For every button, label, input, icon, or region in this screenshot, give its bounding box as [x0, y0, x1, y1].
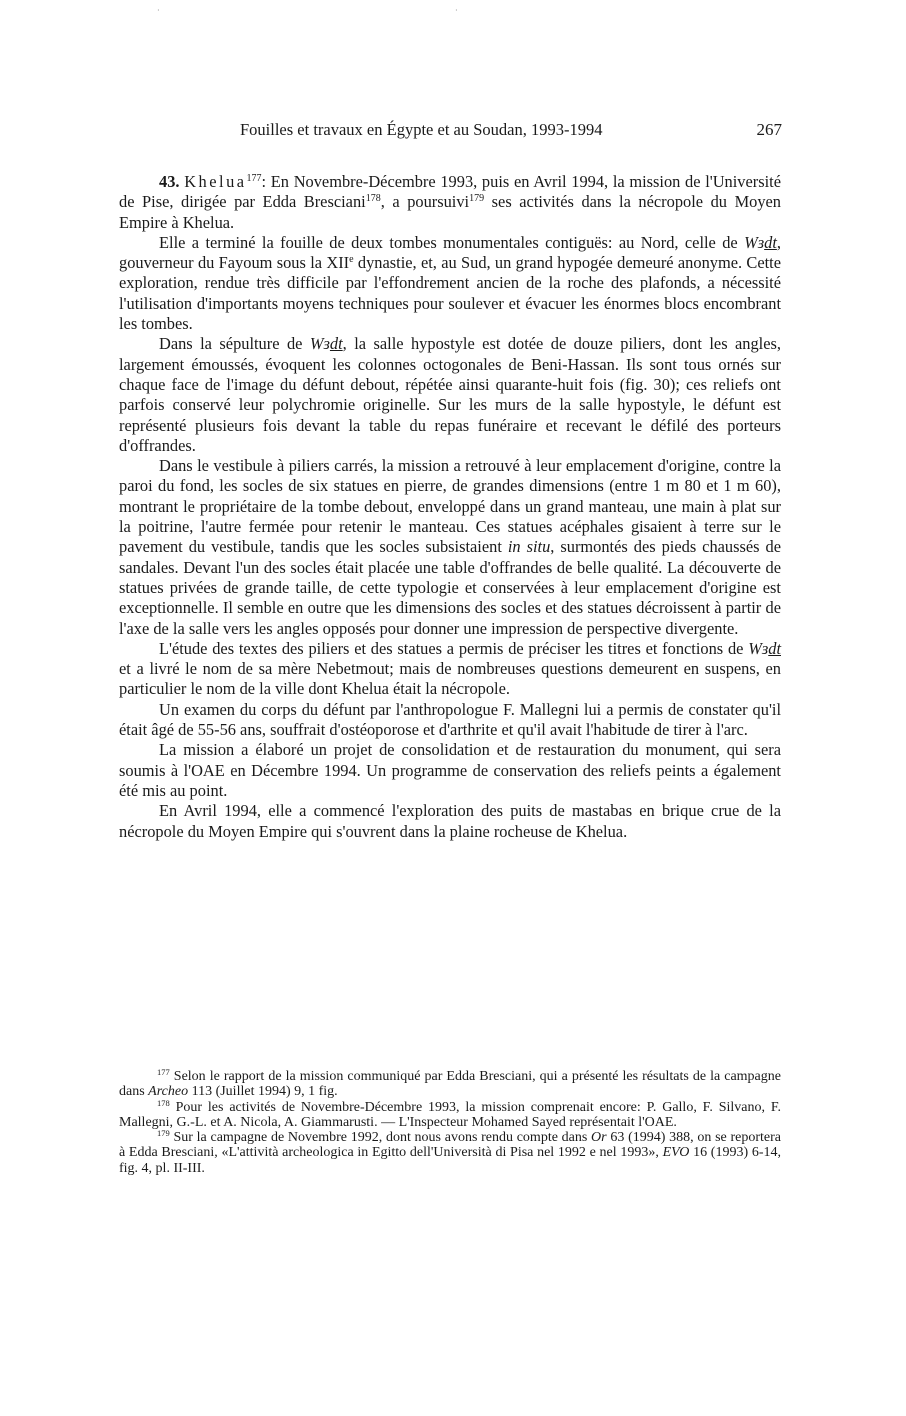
superscript: e	[349, 254, 354, 266]
footnote-178	[119, 1097, 781, 1131]
journal-title: Archeo	[148, 1084, 189, 1100]
text-run: Dans la sépulture de	[159, 334, 310, 354]
footnote-179	[119, 1130, 781, 1176]
paragraph	[119, 233, 781, 334]
text-run: 16 (1993) 6-14, fig. 4, pl. II-III.	[119, 1145, 781, 1176]
text-run: et a livré le nom de sa mère Nebetmout; mais de nombreuses questions demeurent en suspens, en particulier le nom de la ville dont Khelua était la nécropole.	[119, 659, 781, 699]
paragraph	[119, 639, 781, 700]
main-text	[119, 172, 781, 842]
footnote-ref[interactable]: 177	[246, 173, 262, 184]
text-run: Selon le rapport de la mission communiqué par Edda Bresciani, qui a présenté les résultats de la campagne dans	[119, 1069, 781, 1100]
text-run: , a poursuivi	[380, 192, 470, 212]
text-run: ses activités dans la nécropole du Moyen Empire à Khelua.	[119, 192, 781, 232]
text-run: , la salle hypostyle est dotée de douze piliers, dont les angles, largement émoussés, évoquent les colonnes octogonales de Beni-Hassan. Ils sont tous ornés sur chaque face de l'image du défunt debout, répétée ainsi quarante-huit fois (fig. 30); ces reliefs ont parfois conservé leur polychromie originelle. Sur les murs de la salle hypostyle, le défunt est représenté plusieurs fois devant la table du repas funéraire et recevant le défilé des porteurs d'offrandes.	[119, 334, 781, 455]
transliterated-name: Wɜdt	[309, 334, 343, 354]
text-run: 63 (1994) 388, on se reportera à Edda Bresciani, «L'attività archeologica in Egitto dell'Università di Pisa nel 1992 e nel 1993»,	[119, 1130, 781, 1161]
text-run: , surmontés des pieds chaussés de sandales. Devant l'un des socles était placée une table d'offrandes de belle qualité. La découverte de statues privées de grande taille, de cette typologie et conservées à leur emplacement d'origine est exceptionnelle. Il semble en outre que les dimensions des socles et des statues décroissent à partir de l'axe de la salle vers les angles opposés pour donner une impression de perspective divergente.	[119, 537, 781, 638]
running-header	[118, 120, 782, 144]
paragraph: En Avril 1994, elle a commencé l'exploration des puits de mastabas en brique crue de la nécropole du Moyen Empire qui s'ouvrent dans la plaine rocheuse de Khelua.	[119, 801, 781, 841]
text-run: L'étude des textes des piliers et des statues a permis de préciser les titres et fonctions de	[159, 638, 749, 658]
paragraph	[119, 172, 781, 233]
journal-title: EVO	[662, 1145, 690, 1161]
text-run: Dans le vestibule à piliers carrés, la mission a retrouvé à leur emplacement d'origine, contre la paroi du fond, les socles de six statues en pierre, de grandes dimensions (entre 1 m 80 et 1 m 60), montrant le propriétaire de la tombe debout, enveloppé dans un grand manteau, une main à plat sur la poitrine, l'autre fermée pour retenir le manteau. Ces statues acéphales gisaient à terre sur le pavement du vestibule, tandis que les socles subsistaient	[119, 456, 781, 557]
footnote-number: 178	[157, 1097, 170, 1108]
scan-speck: ·	[157, 6, 160, 15]
paragraph: Un examen du corps du défunt par l'anthropologue F. Mallegni lui a permis de constater qu'il était âgé de 55-56 ans, souffrait d'ostéoporose et d'arthrite et qu'il avait l'habitude de tirer à l'arc.	[119, 699, 781, 740]
journal-title: Or	[591, 1130, 607, 1146]
scan-speck: ·	[455, 6, 458, 15]
footnotes	[119, 1069, 781, 1176]
text-run: Pour les activités de Novembre-Décembre 1993, la mission comprenait encore: P. Gallo, F. Silvano, F. Mallegni, G.-L. et A. Nicola, A. Giammarusti. — L'Inspecteur Mohamed Sayed représentait l'OAE.	[119, 1099, 781, 1130]
footnote-number: 177	[157, 1067, 170, 1077]
footnote-ref[interactable]: 179	[469, 193, 485, 205]
paragraph	[119, 456, 781, 639]
footnote-number: 179	[157, 1128, 170, 1139]
text-run: Elle a terminé la fouille de deux tombes monumentales contiguës: au Nord, celle de	[159, 232, 745, 252]
page-number: 267	[756, 120, 782, 139]
text-run: : En Novembre-Décembre 1993, puis en Avril 1994, la mission de l'Université de Pise, dirigée par Edda Bresciani	[119, 172, 781, 212]
transliterated-name: Wɜdt	[744, 232, 777, 252]
text-run: 113 (Juillet 1994) 9, 1 fig.	[188, 1084, 338, 1100]
text-run: , gouverneur du Fayoum sous la XII	[119, 232, 781, 273]
running-title: Fouilles et travaux en Égypte et au Soudan, 1993-1994	[240, 120, 603, 139]
text-run: Sur la campagne de Novembre 1992, dont nous avons rendu compte dans	[169, 1130, 592, 1146]
latin-phrase: in situ	[507, 537, 551, 557]
footnote-ref[interactable]: 178	[365, 193, 381, 205]
paragraph: La mission a élaboré un projet de consolidation et de restauration du monument, qui sera soumis à l'OAE en Décembre 1994. Un programme de conservation des reliefs peints a également été mis au point.	[119, 740, 781, 800]
section-number: 43.	[159, 172, 180, 191]
paragraph	[119, 334, 781, 456]
transliterated-name: Wɜdt	[748, 638, 781, 658]
site-name: Khelua	[184, 172, 247, 191]
footnote-177	[119, 1069, 781, 1100]
text-run: dynastie, et, au Sud, un grand hypogée demeuré anonyme. Cette exploration, rendue très difficile par l'effondrement ancien de la roche des plafonds, a nécessité l'utilisation d'importants moyens techniques pour soulever et évacuer les énormes blocs encombrant les tombes.	[119, 253, 781, 334]
